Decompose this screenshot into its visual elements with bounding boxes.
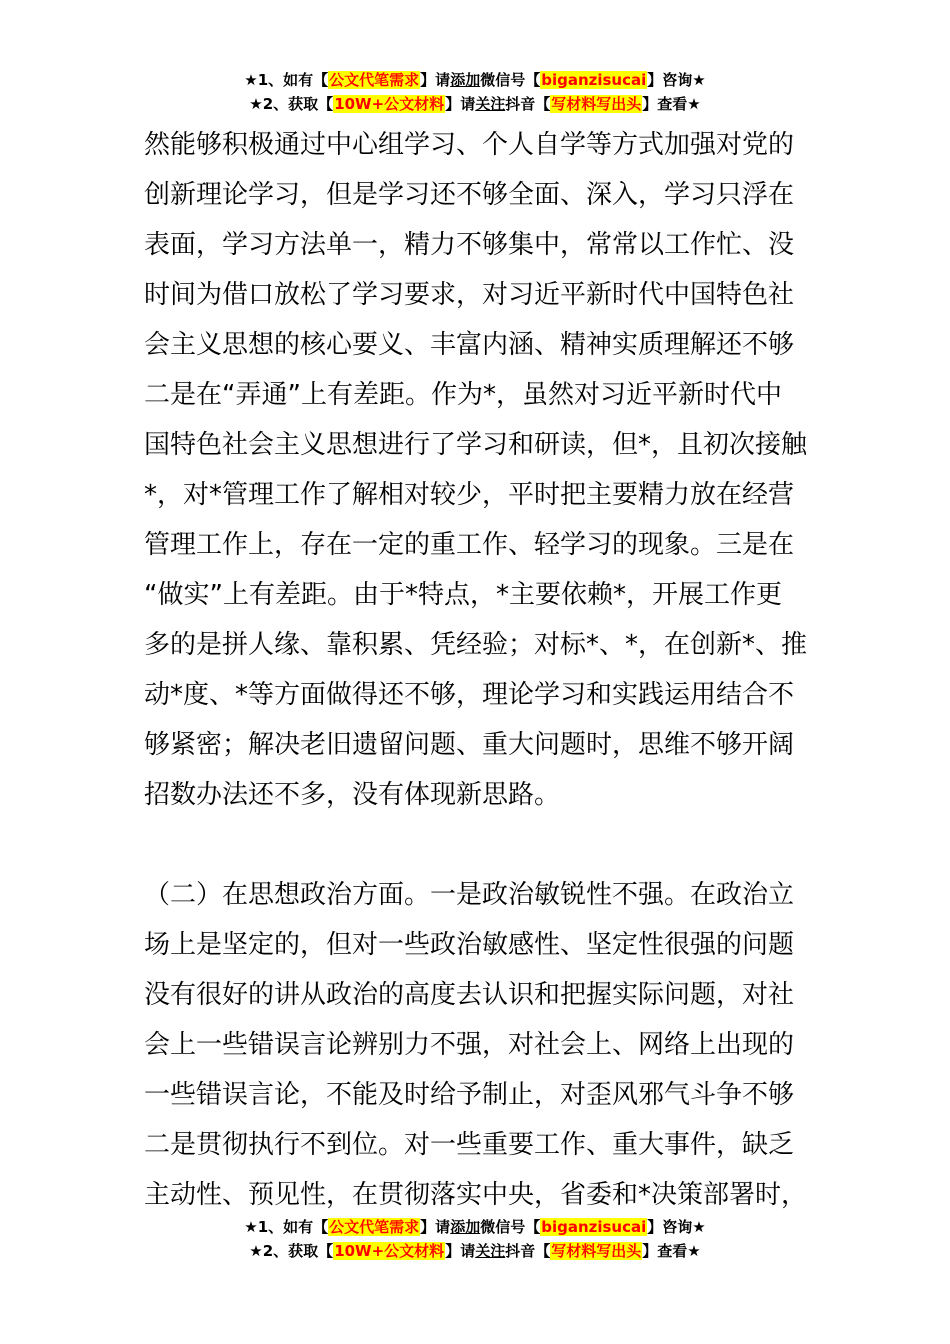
banner-text: 抖音【 bbox=[505, 1242, 551, 1260]
banner-text: 】查看★ bbox=[642, 1242, 701, 1260]
paragraph-1 bbox=[144, 120, 816, 820]
text-line: 创新理论学习，但是学习还不够全面、深入，学习只浮在 bbox=[144, 180, 795, 210]
highlight-wechat-id: biganzisucai bbox=[541, 71, 647, 89]
text-line: 动*度、*等方面做得还不够，理论学习和实践运用结合不 bbox=[144, 680, 795, 710]
banner-line-1 bbox=[0, 1215, 950, 1239]
banner-text: 】请 bbox=[420, 1218, 451, 1236]
text-line: 场上是坚定的，但对一些政治敏感性、坚定性很强的问题 bbox=[144, 930, 795, 960]
paragraph-spacer bbox=[144, 820, 816, 870]
banner-text: 微信号【 bbox=[480, 1218, 541, 1236]
highlight-service: 公文代笔需求 bbox=[329, 1218, 420, 1236]
banner-text: ★1、如有【 bbox=[244, 1218, 329, 1236]
banner-text: 微信号【 bbox=[480, 71, 541, 89]
banner-underlined: 添加 bbox=[450, 71, 481, 89]
text-line: 国特色社会主义思想进行了学习和研读，但*，且初次接触 bbox=[144, 430, 808, 460]
header-banner bbox=[0, 68, 950, 116]
banner-underlined: 关注 bbox=[475, 95, 506, 113]
paragraph-2 bbox=[144, 870, 816, 1220]
banner-text: ★1、如有【 bbox=[244, 71, 329, 89]
highlight-service: 公文代笔需求 bbox=[329, 71, 420, 89]
text-line: “做实”上有差距。由于*特点，*主要依赖*，开展工作更 bbox=[144, 580, 782, 610]
text-line: 会主义思想的核心要义、丰富内涵、精神实质理解还不够 bbox=[144, 330, 795, 360]
banner-text: ★2、获取【 bbox=[249, 95, 334, 113]
text-line: 管理工作上，存在一定的重工作、轻学习的现象。三是在 bbox=[144, 530, 795, 560]
document-body bbox=[144, 120, 816, 1220]
text-line: （二）在思想政治方面。一是政治敏锐性不强。在政治立 bbox=[144, 880, 795, 910]
text-line: 时间为借口放松了学习要求，对习近平新时代中国特色社 bbox=[144, 280, 795, 310]
text-line: 多的是拼人缘、靠积累、凭经验；对标*、*，在创新*、推 bbox=[144, 630, 808, 660]
text-line: *，对*管理工作了解相对较少，平时把主要精力放在经营 bbox=[144, 480, 795, 510]
text-line: 然能够积极通过中心组学习、个人自学等方式加强对党的 bbox=[144, 130, 795, 160]
text-line: 够紧密；解决老旧遗留问题、重大问题时，思维不够开阔 bbox=[144, 730, 795, 760]
text-line: 二是在“弄通”上有差距。作为*，虽然对习近平新时代中 bbox=[144, 380, 782, 410]
banner-text: 】请 bbox=[445, 95, 476, 113]
text-line: 表面，学习方法单一，精力不够集中，常常以工作忙、没 bbox=[144, 230, 795, 260]
banner-text: 抖音【 bbox=[505, 95, 551, 113]
highlight-materials: 10W+公文材料 bbox=[334, 1242, 445, 1260]
banner-text: 】咨询★ bbox=[647, 71, 706, 89]
banner-underlined: 关注 bbox=[475, 1242, 506, 1260]
highlight-materials: 10W+公文材料 bbox=[334, 95, 445, 113]
banner-line-2 bbox=[0, 92, 950, 116]
text-line: 没有很好的讲从政治的高度去认识和把握实际问题，对社 bbox=[144, 980, 795, 1010]
banner-text: 】请 bbox=[420, 71, 451, 89]
footer-banner bbox=[0, 1215, 950, 1263]
highlight-wechat-id: biganzisucai bbox=[541, 1218, 647, 1236]
highlight-douyin-id: 写材料写出头 bbox=[551, 1242, 642, 1260]
banner-line-1 bbox=[0, 68, 950, 92]
banner-text: 】咨询★ bbox=[647, 1218, 706, 1236]
text-line: 会上一些错误言论辨别力不强，对社会上、网络上出现的 bbox=[144, 1030, 795, 1060]
banner-underlined: 添加 bbox=[450, 1218, 481, 1236]
text-line: 主动性、预见性，在贯彻落实中央，省委和*决策部署时， bbox=[144, 1180, 808, 1210]
text-line: 招数办法还不多，没有体现新思路。 bbox=[144, 780, 561, 810]
highlight-douyin-id: 写材料写出头 bbox=[551, 95, 642, 113]
banner-text: 】查看★ bbox=[642, 95, 701, 113]
banner-text: 】请 bbox=[445, 1242, 476, 1260]
text-line: 一些错误言论，不能及时给予制止，对歪风邪气斗争不够 bbox=[144, 1080, 795, 1110]
banner-line-2 bbox=[0, 1239, 950, 1263]
banner-text: ★2、获取【 bbox=[249, 1242, 334, 1260]
text-line: 二是贯彻执行不到位。对一些重要工作、重大事件，缺乏 bbox=[144, 1130, 795, 1160]
